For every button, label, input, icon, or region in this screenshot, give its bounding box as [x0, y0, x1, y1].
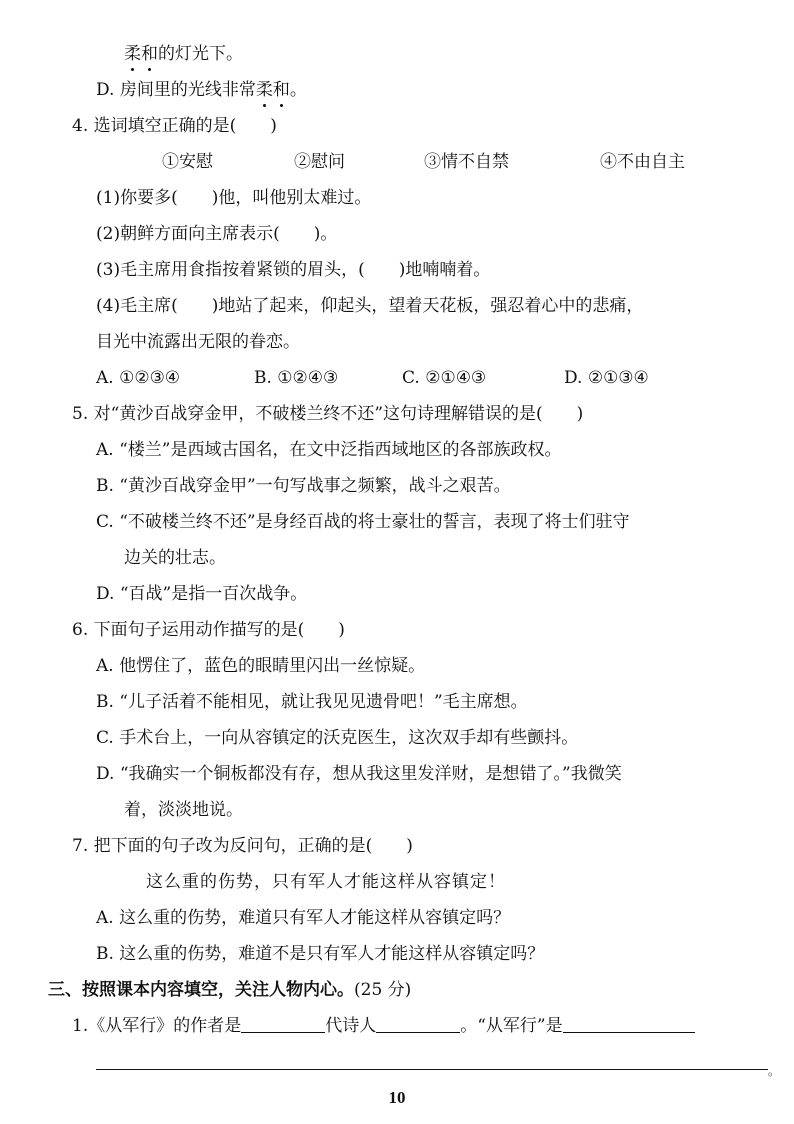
q6-option-d: D. “我确实一个铜板都没有存，想从我这里发洋财，是想错了。”我微笑: [96, 764, 622, 784]
q3-option-d-text: D. 房间里的光线非常: [96, 80, 256, 100]
q7-stem: 7. 把下面的句子改为反问句，正确的是( ): [72, 836, 413, 856]
section-3-heading: [48, 978, 411, 1002]
section-3-q1: [72, 1014, 695, 1038]
q3-line-suffix: 的灯光下。: [158, 44, 243, 64]
answer-blank-dynasty[interactable]: [376, 1014, 460, 1033]
q6-option-c: C. 手术台上，一向从容镇定的沃克医生，这次双手却有些颤抖。: [96, 728, 579, 748]
q4-sentence-4: (4)毛主席( )地站了起来，仰起头，望着天花板，强忍着心中的悲痛，: [96, 296, 644, 316]
emphasis-char: 和: [272, 80, 290, 100]
emphasis-char: 柔: [255, 80, 273, 100]
answer-line-continuation[interactable]: [96, 1069, 768, 1070]
q4-option-a: A. ①②③④: [96, 368, 181, 388]
end-period: 。: [768, 1064, 781, 1078]
q4-word-2: ②慰问: [294, 152, 345, 172]
q3-option-d: [96, 78, 307, 102]
q5-stem: 5. 对“黄沙百战穿金甲，不破楼兰终不还”这句诗理解错误的是( ): [72, 404, 584, 424]
answer-blank-meaning[interactable]: [563, 1014, 695, 1033]
q3-option-d-end: 。: [289, 80, 307, 100]
q1-text-b: 代诗人: [325, 1016, 377, 1036]
q4-word-3: ③情不自禁: [424, 152, 509, 172]
q5-option-b: B. “黄沙百战穿金甲”一句写战事之频繁，战斗之艰苦。: [96, 476, 511, 496]
q4-word-1: ①安慰: [162, 152, 213, 172]
q4-sentence-1: (1)你要多( )他，叫他别太难过。: [96, 188, 372, 208]
q6-option-b: B. “儿子活着不能相见，就让我见见遗骨吧！”毛主席想。: [96, 692, 528, 712]
section-3-score: (25 分): [354, 980, 412, 1000]
section-3-title: 三、按照课本内容填空，关注人物内心。: [48, 980, 354, 1000]
q4-sentence-4-cont: 目光中流露出无限的眷恋。: [96, 332, 300, 352]
q3-continuation-line: [124, 42, 243, 66]
emphasis-char: 柔: [124, 44, 141, 64]
q4-option-d: D. ②①③④: [564, 368, 649, 388]
q5-option-c: C. “不破楼兰终不还”是身经百战的将士豪壮的誓言，表现了将士们驻守: [96, 512, 630, 532]
q6-stem: 6. 下面句子运用动作描写的是( ): [72, 620, 345, 640]
q5-option-c-cont: 边关的壮志。: [124, 548, 226, 568]
q7-option-b: B. 这么重的伤势，难道不是只有军人才能这样从容镇定吗？: [96, 944, 545, 964]
q7-option-a: A. 这么重的伤势，难道只有军人才能这样从容镇定吗？: [96, 908, 511, 928]
q5-option-a: A. “楼兰”是西域古国名，在文中泛指西域地区的各部族政权。: [96, 440, 562, 460]
q4-word-4: ④不由自主: [600, 152, 685, 172]
q1-text-a: 1.《从军行》的作者是: [72, 1016, 242, 1036]
q4-sentence-3: (3)毛主席用食指按着紧锁的眉头，( )地喃喃着。: [96, 260, 491, 280]
answer-blank-author[interactable]: [241, 1014, 325, 1033]
q6-option-a: A. 他愣住了，蓝色的眼睛里闪出一丝惊疑。: [96, 656, 426, 676]
q4-option-c: C. ②①④③: [402, 368, 487, 388]
q4-stem: 4. 选词填空正确的是( ): [72, 116, 277, 136]
q1-text-c: 。“从军行”是: [460, 1016, 563, 1036]
q5-option-d: D. “百战”是指一百次战争。: [96, 584, 308, 604]
page-number: 10: [388, 1088, 406, 1107]
q4-sentence-2: (2)朝鲜方面向主席表示( )。: [96, 224, 338, 244]
q6-option-d-cont: 着，淡淡地说。: [124, 800, 243, 820]
q7-sentence: 这么重的伤势，只有军人才能这样从容镇定！: [146, 872, 506, 892]
q4-option-b: B. ①②④③: [254, 368, 339, 388]
emphasis-char: 和: [141, 44, 158, 64]
